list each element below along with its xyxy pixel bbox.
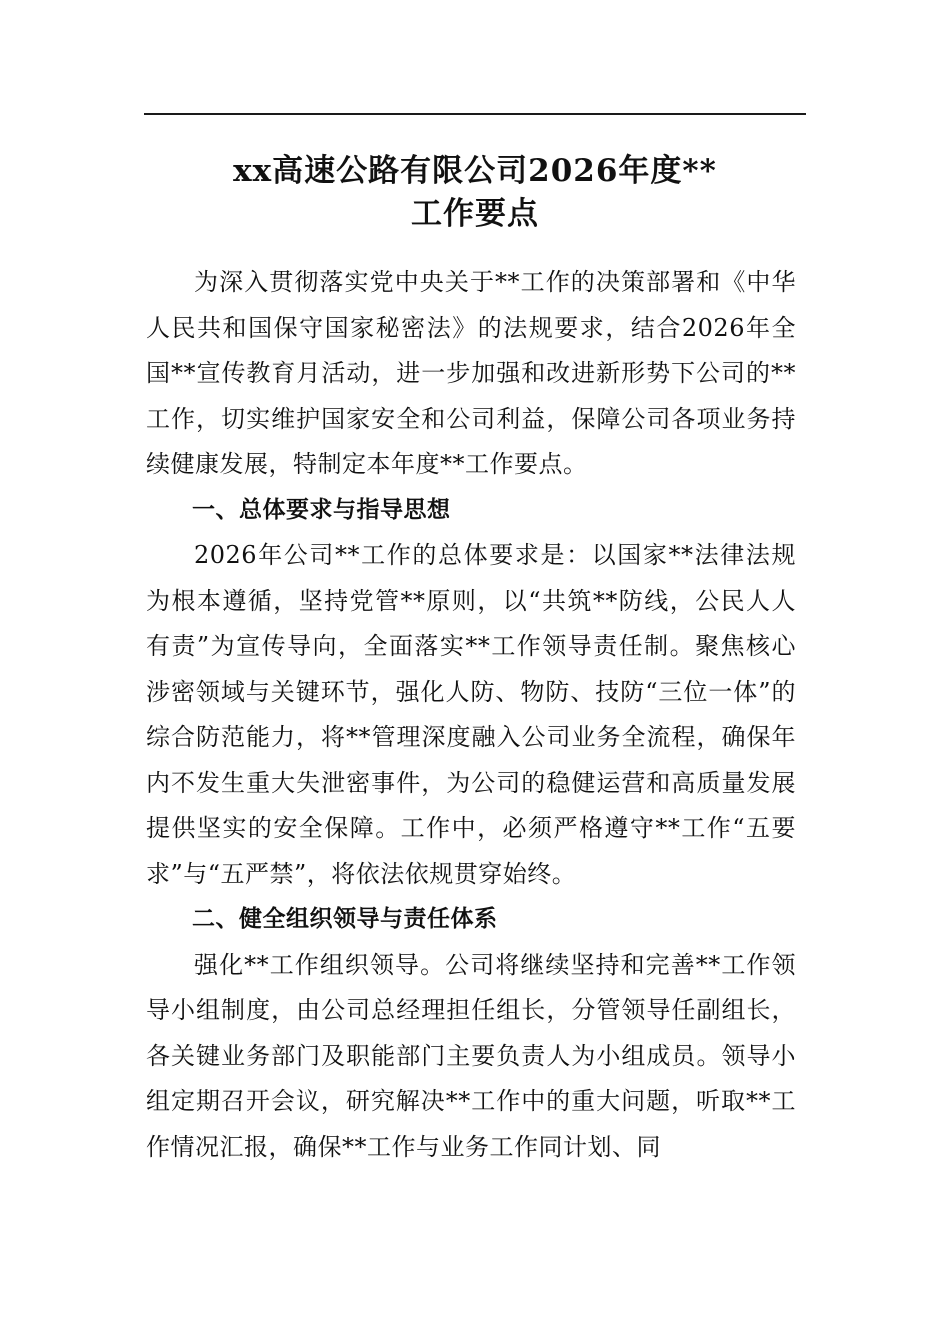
intro-paragraph: 为深入贯彻落实党中央关于**工作的决策部署和《中华人民共和国保守国家秘密法》的法规要求，结合2026年全国**宣传教育月活动，进一步加强和改进新形势下公司的**工作，切实维护国家安全和公司利益，保障公司各项业务持续健康发展，特制定本年度**工作要点。 <box>146 268 796 478</box>
title-line-2: 工作要点 <box>411 196 539 232</box>
section-paragraph-2: 强化**工作组织领导。公司将继续坚持和完善**工作领导小组制度，由公司总经理担任组长，分管领导任副组长，各关键业务部门及职能部门主要负责人为小组成员。领导小组定期召开会议，研究解决**工作中的重大问题，听取**工作情况汇报，确保**工作与业务工作同计划、同 <box>146 950 796 1161</box>
top-rule <box>144 113 806 115</box>
document-title <box>144 150 806 236</box>
section-heading-1: 一、总体要求与指导思想 <box>192 496 451 523</box>
document-body <box>146 260 796 1170</box>
title-line-1: xx高速公路有限公司2026年度** <box>233 153 717 189</box>
section-heading-2: 二、健全组织领导与责任体系 <box>192 906 498 932</box>
section-paragraph-1: 2026年公司**工作的总体要求是：以国家**法律法规为根本遵循，坚持党管**原则，以“共筑**防线，公民人人有责”为宣传导向，全面落实**工作领导责任制。聚焦核心涉密领域与关键环节，强化人防、物防、技防“三位一体”的综合防范能力，将**管理深度融入公司业务全流程，确保年内不发生重大失泄密事件，为公司的稳健运营和高质量发展提供坚实的安全保障。工作中，必须严格遵守**工作“五要求”与“五严禁”，将依法依规贯穿始终。 <box>146 541 796 888</box>
